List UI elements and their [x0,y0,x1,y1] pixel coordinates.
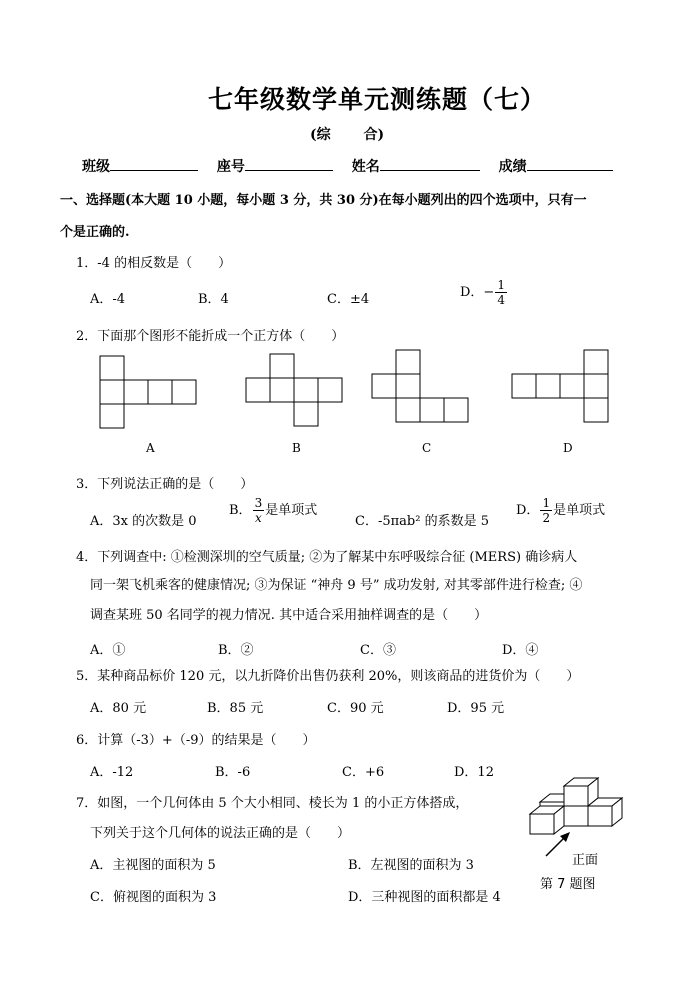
q7-figure-caption: 第 7 题图 [540,877,596,892]
q3-option-d-fraction [540,497,552,524]
q6-option-c: C．+6 [342,765,385,780]
q3-option-d [516,497,605,524]
q2-net-d [506,346,616,430]
q3-option-c: C．-5πab² 的系数是 5 [355,514,489,529]
q4-option-c: C．③ [360,643,396,658]
q4-option-a: A．① [90,643,126,658]
q7-option-a: A．主视图的面积为 5 [90,858,216,873]
q7-front-label: 正面 [572,853,599,868]
field-seat-label: 座号 [216,159,245,175]
q5-option-b: B．85 元 [207,701,264,716]
q2-net-c [366,346,476,430]
q5-option-a: A．80 元 [90,701,147,716]
student-info-row [82,156,613,176]
q1-option-d-prefix: D．− [460,285,495,300]
q5-stem: 5．某种商品标价 120 元，以九折降价出售仍获利 20%，则该商品的进货价为（ ） [76,669,580,684]
q3-option-b [229,497,317,524]
q4-option-b: B．② [218,643,254,658]
q2-label-d: D [563,441,573,455]
section-instruction-line1: 一、选择题(本大题 10 小题，每小题 3 分，共 30 分)在每小题列出的四个选项中，只有一 [60,193,587,208]
q3-option-d-suffix: 是单项式 [553,503,606,518]
q4-stem-line1: 4．下列调查中: ①检测深圳的空气质量; ②为了解某中东呼吸综合征 (MERS) 确诊病人 [76,550,578,565]
q6-option-a: A．-12 [90,765,134,780]
q3-option-b-fraction [253,497,265,524]
q3-option-b-prefix: B． [229,503,252,518]
q2-label-c: C [422,441,432,455]
q1-d-numerator: 1 [497,278,505,292]
q1-d-denominator: 4 [497,293,505,307]
section-instruction-line2: 个是正确的. [60,225,130,240]
q6-option-d: D．12 [454,765,494,780]
field-name-blank [380,156,480,171]
field-class-blank [110,156,198,171]
q4-option-d: D．④ [502,643,539,658]
q3-option-a: A．3x 的次数是 0 [90,514,197,529]
q3-option-d-prefix: D． [516,503,540,518]
page-title: 七年级数学单元测练题（七） [208,85,547,114]
q2-stem: 2．下面那个图形不能折成一个正方体（ ） [76,329,345,344]
q1-option-a: A．-4 [90,292,126,307]
q3-d-numerator: 1 [542,496,551,510]
q3-b-denominator: x [254,511,262,525]
q3-option-b-suffix: 是单项式 [265,503,318,518]
q3-d-denominator: 2 [542,511,551,525]
q7-option-d: D．三种视图的面积都是 4 [348,890,501,905]
q1-option-d-fraction [495,279,507,306]
field-score-label: 成绩 [498,159,527,175]
q5-option-c: C．90 元 [327,701,384,716]
q2-net-a [96,352,206,436]
field-score-blank [527,156,613,171]
q3-stem: 3．下列说法正确的是（ ） [76,477,254,492]
page-subtitle: (综 合) [310,127,385,143]
q5-option-d: D．95 元 [447,701,505,716]
q1-option-c: C．±4 [327,292,370,307]
q2-label-a: A [146,441,155,455]
field-name-label: 姓名 [351,159,380,175]
q7-stem-line2: 下列关于这个几何体的说法正确的是（ ） [90,826,351,841]
q7-stem-line1: 7．如图，一个几何体由 5 个大小相同、棱长为 1 的小正方体搭成， [76,796,469,811]
q7-option-b: B．左视图的面积为 3 [348,858,474,873]
q6-stem: 6．计算（-3）+（-9）的结果是（ ） [76,733,316,748]
q1-option-d [460,279,508,306]
field-class-label: 班级 [82,159,110,175]
q1-option-b: B．4 [198,292,229,307]
field-seat-blank [245,156,333,171]
q1-stem: 1．-4 的相反数是（ ） [76,256,232,271]
q2-net-b [240,350,350,434]
q6-option-b: B．-6 [215,765,251,780]
q3-b-numerator: 3 [254,496,263,510]
q4-stem-line2: 同一架飞机乘客的健康情况; ③为保证 “神舟 9 号” 成功发射, 对其零部件进行检查; ④ [90,578,583,593]
q4-stem-line3: 调查某班 50 名同学的视力情况. 其中适合采用抽样调查的是（ ） [90,608,488,623]
q2-label-b: B [292,441,301,455]
q7-option-c: C．俯视图的面积为 3 [90,890,217,905]
